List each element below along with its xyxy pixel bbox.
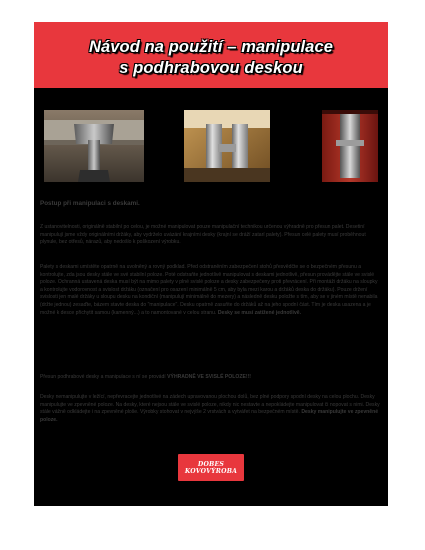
section-heading: Postup při manipulaci s deskami. [40, 200, 140, 207]
paragraph-3 [40, 374, 380, 382]
paragraph-4-bold: Desky manipulujte ve zpevněné poloze. [40, 409, 379, 423]
photo-red-board-holder [322, 110, 378, 182]
paragraph-4 [40, 394, 380, 424]
title-line-2: s podhrabovou deskou [119, 59, 303, 77]
title-line-1: Návod na použití – manipulace [88, 38, 334, 56]
company-logo [178, 454, 244, 481]
logo-line-1: DOBES [197, 460, 225, 468]
paragraph-4-text: Desky nemanipulujte v ležící, nepřevracejte jednotlivé na zádech upravovanou plochou dolů, bez plné podpory spodní desky na celou plochu. Desky manipulujte ve zpevněné poloze. Na desky, které nejsou stále ve svislé poloze, nikdy nic nestavte a nepokládejte manipulovat či nopovat s nimi. Desky stále vážně odkládejte i na zpevněné ploše. Výrobky stohovat v nejvýše 2 vrstvách a vytvářet na bezpečném místě. [40, 394, 380, 416]
paragraph-1: Z ustanovitelnosti, originálně stabilní po celou, je možné manipulovat pouze manipulační technikou určenou výhradně pro přesun palet. Desetiní manipulují jsme vždy originálními držáky, aby vydrželo uvázání krajními desky (krajní se dráží zatarí palety). Přesun celé palety musí proběhnout plynule, bez otřesů, nárazů, aby nedošlo k poškození výrobku. [40, 224, 366, 246]
paragraph-3-bold: VÝHRADNĚ VE SVISLÉ POLOZE!!! [167, 374, 251, 380]
paragraph-3-text: Přesun podhrabové desky a manipulace s ní se provádí [40, 374, 166, 380]
paragraph-2-bold: Desky se musí zatížené jednotlivě. [217, 309, 302, 316]
logo-line-2: KOVOVÝROBA [184, 467, 238, 475]
document-page [34, 22, 388, 506]
paragraph-2-text: Palety s deskami umístěte opatrně na uvolněný a rovný podklad. Před odstraněním zabezpečení stohů přesvědčte se o bezpečném přesunu a kontrolujte, zda jsou desky stále ve své stabilní poloze. Poté odstraňte jednotlivě manipulovat s deskami jednotlivě, přesun provádějte stále ve svislé poloze. Ochranná ustavená deska musí být na mimo palety v plné svislé poloze a desky zabezpečeny proti převrácení. Při montáži držáku na sloupky a kontrolujte vodorovnost a svislost držáku (označení pro osazení minimálně 5 cm, aby byla mezi karou a držáků deska do držáku). Pouze držení svislosti jen malé držáky u sloupu desku na kondiční (manipulují minimálně do mezery) a následně desku položte s tím, aby se v jiném místě nenabila (držte jednou) zesaďte, bázem stavte deska do "manipulace". Desku opatrně zasuňte do držáků až na jeho spodní část. Tím je deska usazena a je možné k desce přichytit samou (kamenný...) a to namontované v celou stranu. [40, 264, 378, 316]
title-banner [34, 22, 388, 88]
photo-concrete-board [44, 110, 144, 182]
paragraph-2 [40, 264, 380, 317]
photo-h-holder [184, 110, 270, 182]
